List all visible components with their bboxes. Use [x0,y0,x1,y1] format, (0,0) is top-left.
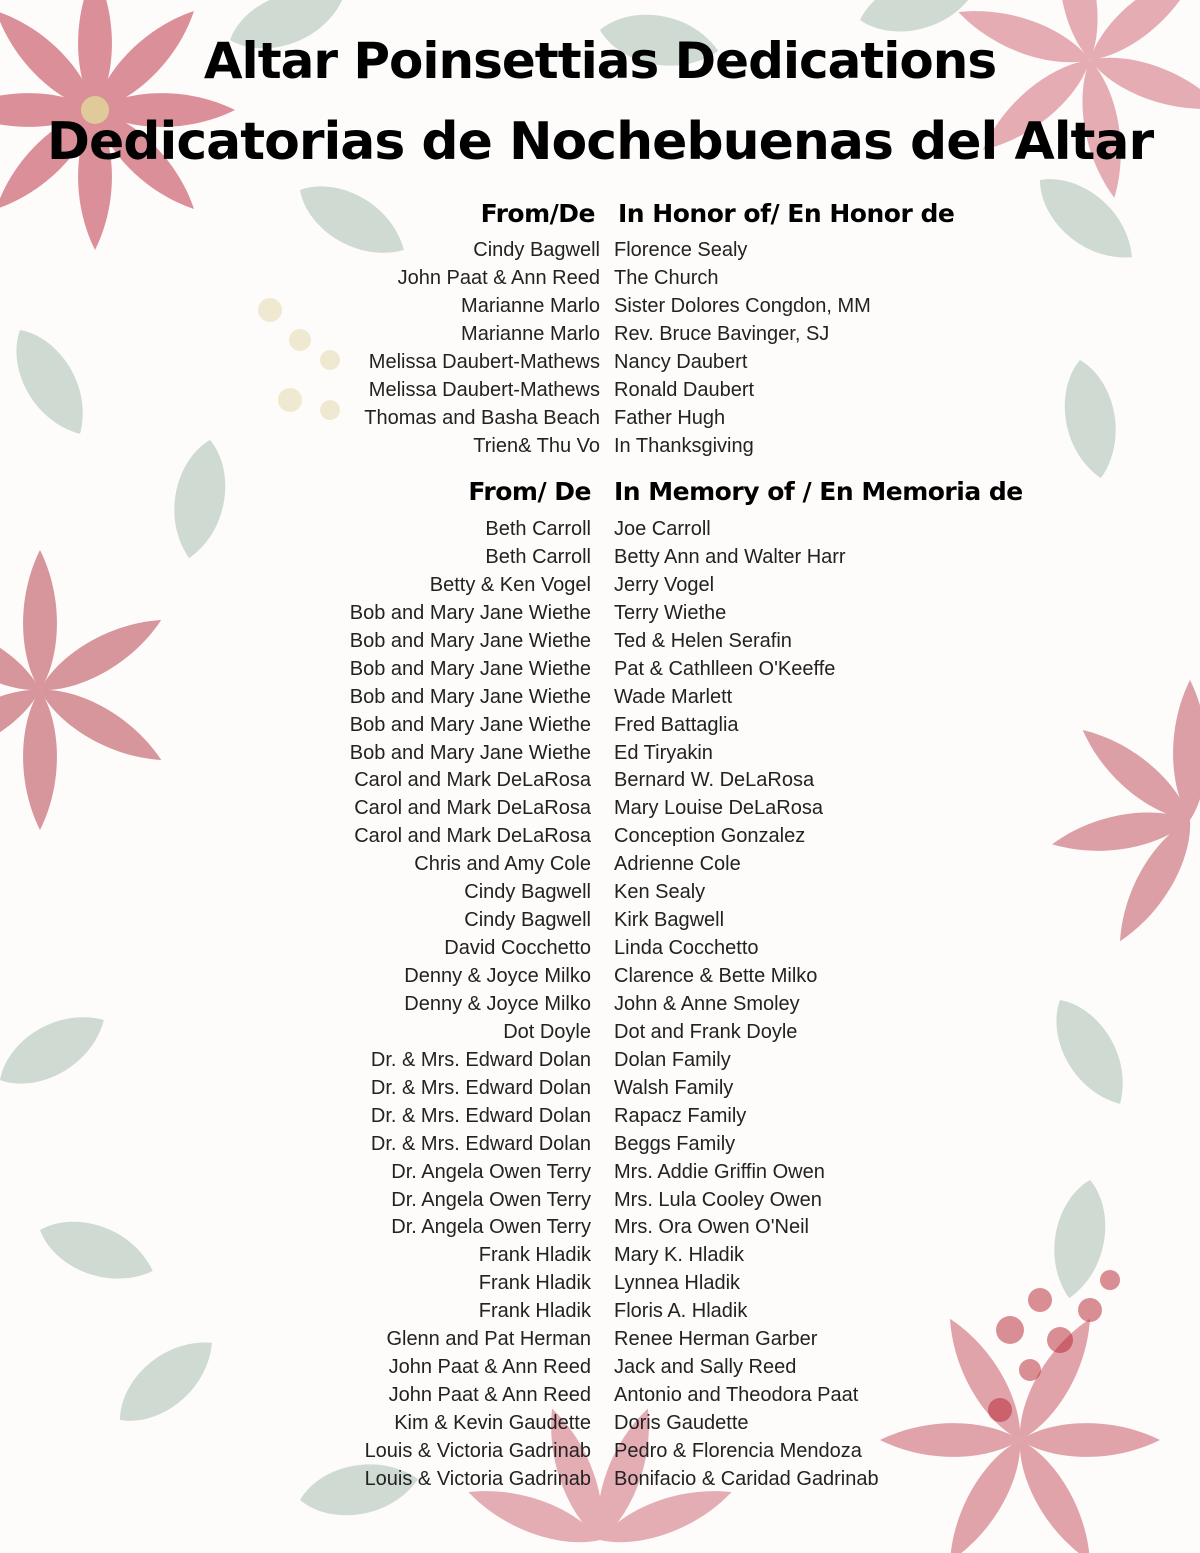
table-row [0,1214,1200,1242]
table-row [0,1466,1200,1494]
table-row [0,1298,1200,1326]
dedication-to: Antonio and Theodora Paat [614,1384,859,1407]
table-row [0,1187,1200,1215]
table-row [0,1047,1200,1075]
table-row [0,1075,1200,1103]
dedication-from: Cindy Bagwell [464,881,591,904]
dedication-to: Bonifacio & Caridad Gadrinab [614,1467,879,1490]
dedication-to: Mrs. Addie Griffin Owen [614,1160,825,1183]
dedication-to: Jack and Sally Reed [614,1356,797,1379]
dedication-from: Dr. Angela Owen Terry [391,1160,591,1183]
table-row [0,264,1200,292]
memory-to-header: In Memory of / En Memoria de [614,477,1023,506]
dedication-from: Dr. Angela Owen Terry [391,1188,591,1211]
table-row [0,1103,1200,1131]
honor-list [0,236,1200,460]
dedication-to: Kirk Bagwell [614,909,725,932]
dedication-to: Mrs. Lula Cooley Owen [614,1188,822,1211]
page-subtitle: Dedicatorias de Nochebuenas del Altar [46,112,1154,172]
dedication-from: Frank Hladik [478,1272,591,1295]
dedication-to: Floris A. Hladik [614,1300,748,1323]
dedication-from: Louis & Victoria Gadrinab [364,1467,591,1490]
table-row [0,851,1200,879]
dedication-to: Fred Battaglia [614,713,739,736]
dedication-to: Terry Wiethe [614,601,727,624]
table-row [0,935,1200,963]
dedication-from: Dot Doyle [503,1020,591,1043]
dedication-from: Bob and Mary Jane Wiethe [349,601,591,624]
dedication-from: Melissa Daubert-Mathews [368,379,600,401]
dedication-to: Rapacz Family [614,1104,747,1127]
table-row [0,432,1200,460]
dedication-to: Pat & Cathlleen O'Keeffe [614,657,836,680]
dedication-from: Bob and Mary Jane Wiethe [349,713,591,736]
dedication-from: John Paat & Ann Reed [397,267,600,289]
dedication-from: Denny & Joyce Milko [404,965,591,987]
dedication-from: Dr. & Mrs. Edward Dolan [370,1048,591,1071]
table-row [0,1326,1200,1354]
dedication-from: Thomas and Basha Beach [364,407,600,429]
table-row [0,292,1200,320]
dedication-to: Walsh Family [614,1076,734,1099]
dedication-from: Bob and Mary Jane Wiethe [349,741,591,764]
dedication-from: Bob and Mary Jane Wiethe [349,657,591,680]
table-row [0,1270,1200,1298]
dedication-to: Jerry Vogel [614,573,715,596]
dedication-to: The Church [614,267,719,289]
table-row [0,1354,1200,1382]
dedication-to: John & Anne Smoley [614,992,800,1015]
dedication-from: Bob and Mary Jane Wiethe [349,685,591,708]
dedication-from: John Paat & Ann Reed [388,1384,591,1407]
dedication-to: Doris Gaudette [614,1412,749,1434]
dedication-from: Dr. & Mrs. Edward Dolan [370,1132,591,1155]
dedication-from: Denny & Joyce Milko [404,992,591,1015]
table-row [0,348,1200,376]
table-row [0,1159,1200,1187]
dedication-from: Cindy Bagwell [464,909,591,932]
table-row [0,572,1200,600]
table-row [0,628,1200,656]
dedication-from: David Cocchetto [444,937,591,960]
dedication-to: Adrienne Cole [614,853,741,876]
dedication-from: Beth Carroll [485,518,591,540]
dedication-from: Chris and Amy Cole [414,853,591,876]
dedication-from: Dr. & Mrs. Edward Dolan [370,1104,591,1127]
page-title: Altar Poinsettias Dedications [203,32,997,90]
dedication-to: Dot and Frank Doyle [614,1020,798,1043]
table-row [0,767,1200,795]
table-row [0,740,1200,768]
table-row [0,907,1200,935]
dedication-to: Father Hugh [614,407,726,429]
table-row [0,1019,1200,1047]
table-row [0,544,1200,572]
dedication-to: Conception Gonzalez [614,825,806,848]
dedication-from: Frank Hladik [478,1244,591,1267]
table-row [0,404,1200,432]
table-row [0,516,1200,544]
table-row [0,656,1200,684]
dedication-to: In Thanksgiving [614,435,754,457]
table-row [0,879,1200,907]
dedication-to: Beggs Family [614,1132,736,1155]
dedication-to: Ronald Daubert [614,379,755,401]
honor-from-header: From/De [480,199,595,228]
dedication-from: Dr. Angela Owen Terry [391,1216,591,1239]
dedication-from: Carol and Mark DeLaRosa [354,769,591,792]
dedication-to: Mary K. Hladik [614,1244,745,1267]
dedication-to: Renee Herman Garber [614,1328,818,1351]
table-row [0,320,1200,348]
dedication-to: Wade Marlett [614,685,733,708]
table-row [0,795,1200,823]
dedication-from: Louis & Victoria Gadrinab [364,1439,591,1462]
dedication-to: Mrs. Ora Owen O'Neil [614,1216,809,1239]
dedication-to: Pedro & Florencia Mendoza [614,1439,862,1462]
table-row [0,712,1200,740]
dedication-to: Rev. Bruce Bavinger, SJ [614,323,830,345]
dedication-to: Nancy Daubert [614,351,748,373]
table-row [0,684,1200,712]
table-row [0,1242,1200,1270]
dedication-from: Kim & Kevin Gaudette [394,1412,591,1434]
dedication-to: Sister Dolores Congdon, MM [614,295,871,317]
dedication-to: Clarence & Bette Milko [614,965,818,987]
dedication-to: Mary Louise DeLaRosa [614,797,823,820]
table-row [0,1438,1200,1466]
dedication-to: Bernard W. DeLaRosa [614,769,815,792]
dedication-from: Cindy Bagwell [473,239,600,261]
table-row [0,991,1200,1019]
dedication-from: Beth Carroll [485,545,591,568]
dedication-from: Betty & Ken Vogel [429,573,591,596]
dedication-to: Lynnea Hladik [614,1272,741,1295]
dedication-from: Melissa Daubert-Mathews [368,351,600,373]
dedication-to: Ted & Helen Serafin [614,629,792,652]
table-row [0,1382,1200,1410]
dedication-to: Linda Cocchetto [614,937,759,960]
dedication-from: Trien& Thu Vo [473,435,600,457]
dedication-from: Carol and Mark DeLaRosa [354,825,591,848]
dedication-from: Frank Hladik [478,1300,591,1323]
dedication-from: Dr. & Mrs. Edward Dolan [370,1076,591,1099]
dedication-from: Bob and Mary Jane Wiethe [349,629,591,652]
dedication-to: Florence Sealy [614,239,748,261]
dedication-to: Ed Tiryakin [614,741,713,764]
table-row [0,600,1200,628]
dedication-from: Marianne Marlo [461,323,600,345]
dedication-from: Carol and Mark DeLaRosa [354,797,591,820]
dedication-to: Ken Sealy [614,881,706,904]
memory-list [0,516,1200,1494]
dedication-from: Glenn and Pat Herman [386,1328,591,1351]
dedication-to: Betty Ann and Walter Harr [614,545,846,568]
table-row [0,823,1200,851]
table-row [0,236,1200,264]
table-row [0,1131,1200,1159]
honor-to-header: In Honor of/ En Honor de [618,199,955,228]
dedication-to: Joe Carroll [614,518,711,540]
dedication-from: Marianne Marlo [461,295,600,317]
table-row [0,376,1200,404]
dedication-from: John Paat & Ann Reed [388,1356,591,1379]
table-row [0,963,1200,991]
dedication-to: Dolan Family [614,1048,731,1071]
table-row [0,1410,1200,1438]
memory-from-header: From/ De [468,477,591,506]
